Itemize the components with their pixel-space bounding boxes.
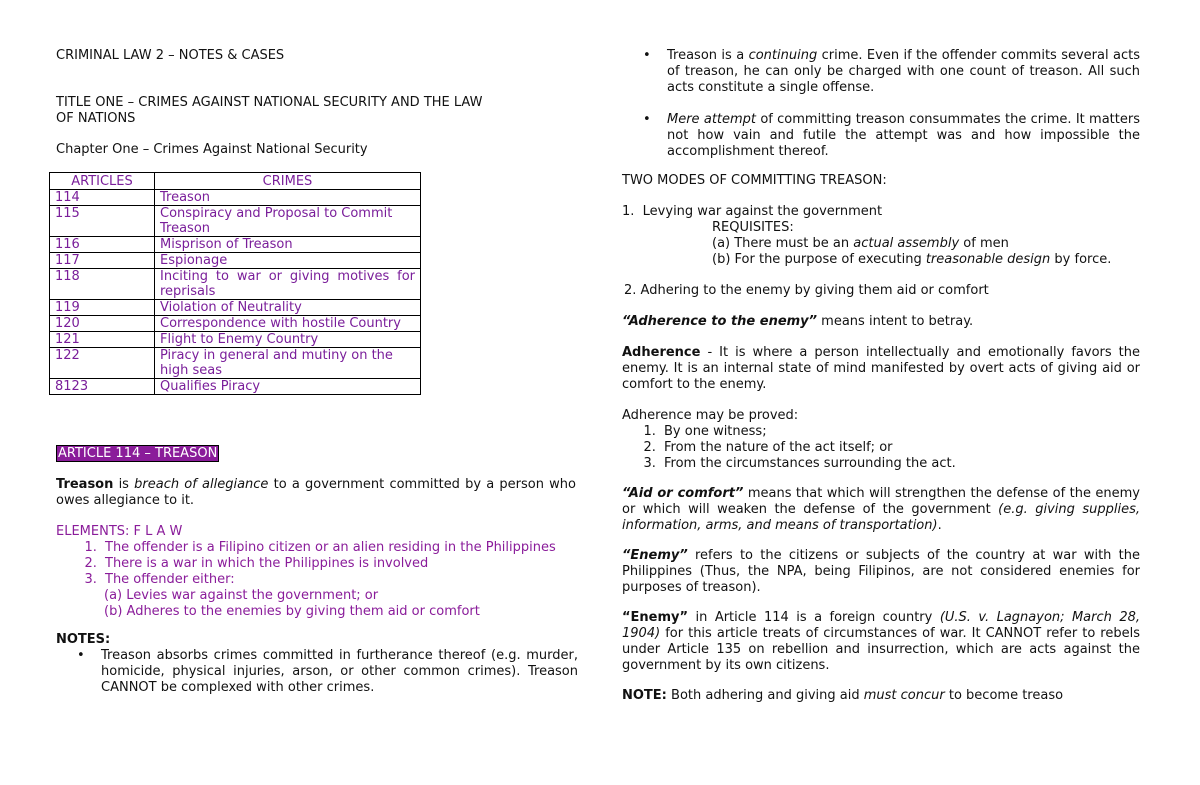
adh-enemy-term: “Adherence to the enemy” (622, 314, 818, 329)
article-heading-text: ARTICLE 114 – TREASON (58, 446, 218, 461)
sub-b: (b) Adheres to the enemies by giving them aid or comfort (104, 604, 480, 619)
elements-title: ELEMENTS: F L A W (56, 524, 183, 539)
req-b-pre: (b) For the purpose of executing (712, 252, 926, 267)
def-italic: breach of allegiance (134, 477, 269, 492)
mode1-text: Levying war against the government (642, 204, 883, 219)
chapter-heading: Chapter One – Crimes Against National Security (56, 142, 368, 157)
enemy2-term: “Enemy” (622, 610, 689, 625)
table-row (50, 348, 421, 379)
table-row (50, 190, 421, 206)
list-item: 2. There is a war in which the Philippines is involved (101, 556, 578, 572)
b1-post: crime. Even if the offender commits several acts of treason, he can only be charged with one count of treason. All such acts constitute a single offense. (667, 48, 1140, 95)
table-row (50, 300, 421, 316)
article-cell: 120 (50, 316, 155, 332)
requisites-title: REQUISITES: (712, 220, 794, 235)
elements-list (56, 540, 578, 620)
crime-cell: Misprison of Treason (155, 237, 421, 253)
title-line-1: TITLE ONE – CRIMES AGAINST NATIONAL SECURITY AND THE LAW (56, 95, 483, 110)
enemy2-pre: in Article 114 is a foreign country (688, 610, 940, 625)
adherence-def (622, 345, 1140, 393)
article-cell: 115 (50, 206, 155, 237)
crime-cell: Violation of Neutrality (155, 300, 421, 316)
article-heading (56, 446, 219, 462)
list-item: 1. The offender is a Filipino citizen or an alien residing in the Philippines (101, 540, 578, 556)
article-cell: 118 (50, 269, 155, 300)
req-b-italic: treasonable design (925, 252, 1051, 267)
b1-italic: continuing (748, 48, 818, 63)
table-header-row (50, 173, 421, 190)
enemy2-post: for this article treats of circumstances of war. It CANNOT refer to rebels under Article 135 on rebellion and insurrection, which are acts against the government by its own citizens. (622, 626, 1140, 673)
req-a-post: of men (959, 236, 1009, 251)
req-a-pre: (a) There must be an (712, 236, 854, 251)
note-post: to become treaso (944, 688, 1064, 703)
crime-cell: Flight to Enemy Country (155, 332, 421, 348)
table-row (50, 379, 421, 395)
note-item: • Treason absorbs crimes committed in furtherance thereof (e.g. murder, homicide, physical injuries, arson, or other common crimes). Treason CANNOT be complexed with other crimes. (101, 648, 578, 696)
article-cell: 114 (50, 190, 155, 206)
treason-term: Treason (56, 477, 114, 492)
table-row (50, 316, 421, 332)
list-item: 3. From the circumstances surrounding the act. (660, 456, 1140, 472)
article-cell: 116 (50, 237, 155, 253)
req-a-italic: actual assembly (853, 236, 960, 251)
table-row (50, 332, 421, 348)
b2-italic: Mere attempt (667, 112, 757, 127)
aid-italic: (e.g. giving supplies, information, arms, and means of transportation) (622, 502, 1141, 533)
proved-list (622, 424, 1140, 472)
def-rest: to a government committed by a person who owes allegiance to it. (56, 477, 576, 508)
sub-a: (a) Levies war against the government; or (104, 588, 379, 603)
crime-cell: Espionage (155, 253, 421, 269)
requisite-b (712, 252, 1111, 268)
treason-definition (56, 477, 576, 509)
requisite-a (712, 236, 1009, 252)
b1-pre: Treason is a (667, 48, 749, 63)
adh-enemy-rest: means intent to betray. (817, 314, 974, 329)
continuing-notes (622, 48, 1140, 160)
enemy-def-1 (622, 548, 1140, 596)
list-item: 3. The offender either: (101, 572, 578, 588)
notes-title: NOTES: (56, 632, 111, 647)
title-line-2: OF NATIONS (56, 111, 136, 126)
table-row (50, 237, 421, 253)
course-title: CRIMINAL LAW 2 – NOTES & CASES (56, 48, 285, 63)
req-b-post: by force. (1050, 252, 1112, 267)
enemy1-rest: refers to the citizens or subjects of the country at war with the Philippines (Thus, the NPA, being Filipinos, are not considered enemies for purposes of treason). (622, 548, 1140, 595)
aid-end: . (937, 518, 942, 533)
list-item: 2. From the nature of the act itself; or (660, 440, 1140, 456)
modes-title: TWO MODES OF COMMITTING TREASON: (622, 173, 887, 188)
mode1-num: 1. (622, 204, 635, 219)
aid-comfort-def (622, 486, 1140, 534)
crime-cell: Inciting to war or giving motives for reprisals (155, 269, 421, 300)
list-item: 1. By one witness; (660, 424, 1140, 440)
enemy2-italic: (U.S. v. Lagnayon; March 28, 1904) (622, 610, 1141, 641)
adh-term: Adherence (622, 345, 701, 360)
mode-2: 2. Adhering to the enemy by giving them aid or comfort (624, 283, 989, 298)
crime-cell: Piracy in general and mutiny on the high seas (155, 348, 421, 379)
note-label: NOTE: (622, 688, 667, 703)
notes-list (56, 648, 578, 696)
articles-header: ARTICLES (50, 173, 155, 190)
crime-cell: Qualifies Piracy (155, 379, 421, 395)
final-note (622, 688, 1063, 704)
crime-cell: Correspondence with hostile Country (155, 316, 421, 332)
article-cell: 121 (50, 332, 155, 348)
crime-cell: Conspiracy and Proposal to Commit Treason (155, 206, 421, 237)
adherence-enemy-def (622, 314, 973, 330)
table-row (50, 206, 421, 237)
article-cell: 8123 (50, 379, 155, 395)
article-cell: 119 (50, 300, 155, 316)
adh-rest: - It is where a person intellectually and emotionally favors the enemy. It is an internal state of mind manifested by overt acts of giving aid or comfort to the enemy. (622, 345, 1140, 392)
article-cell: 122 (50, 348, 155, 379)
crimes-table (49, 172, 421, 395)
note-italic: must concur (863, 688, 945, 703)
enemy-def-2 (622, 610, 1140, 674)
aid-rest: means that which will strengthen the defense of the enemy or which will weaken the defense of the government (622, 486, 1140, 517)
article-cell: 117 (50, 253, 155, 269)
b2-post: of committing treason consummates the crime. It matters not how vain and futile the attempt was and how impossible the accomplishment thereof. (667, 112, 1140, 159)
note-pre: Both adhering and giving aid (666, 688, 864, 703)
note-item (667, 48, 1140, 96)
proved-title: Adherence may be proved: (622, 408, 799, 423)
def-is: is (113, 477, 135, 492)
crimes-header: CRIMES (155, 173, 421, 190)
table-row (50, 253, 421, 269)
mode-1 (622, 204, 882, 220)
enemy1-term: “Enemy” (622, 548, 688, 563)
note-item (667, 112, 1140, 160)
aid-term: “Aid or comfort” (622, 486, 744, 501)
table-row (50, 269, 421, 300)
crime-cell: Treason (155, 190, 421, 206)
